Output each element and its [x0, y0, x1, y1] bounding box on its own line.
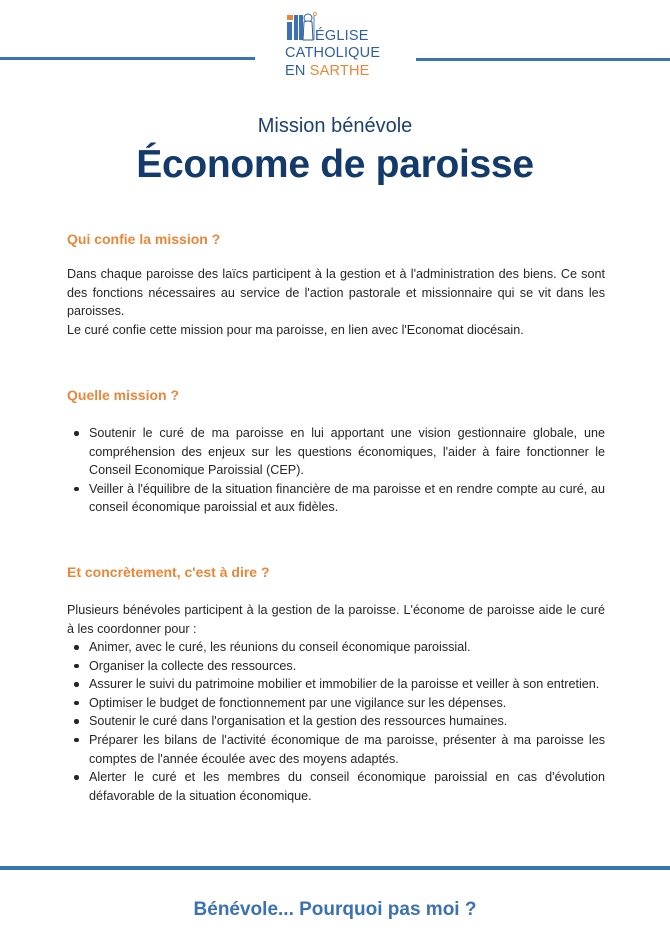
bullet-icon	[74, 431, 79, 436]
concrete-tasks-list	[67, 638, 605, 805]
paragraph: Dans chaque paroisse des laïcs participent à la gestion et à l'administration des biens. Ce sont des fonctions nécessaires au service de l'action pastorale et missionnaire qui se vit dans les paroisses.	[67, 267, 605, 319]
bullet-icon	[74, 738, 79, 743]
list-item: Soutenir le curé de ma paroisse en lui apportant une vision gestionnaire globale, une compréhension des enjeux sur les questions économiques, l'aider à faire fonctionner le Conseil Economique Paroissial (CEP).	[67, 424, 605, 480]
list-item: Animer, avec le curé, les réunions du conseil économique paroissial.	[67, 638, 605, 657]
header-rule-right	[416, 58, 670, 61]
logo-text-en-sarthe	[285, 63, 370, 79]
section-heading-mission: Quelle mission ?	[67, 387, 180, 403]
bullet-icon	[74, 701, 79, 706]
list-item: Veiller à l'équilibre de la situation financière de ma paroisse et en rendre compte au curé, au conseil économique paroissial et aux fidèles.	[67, 480, 605, 517]
header-rule-left	[0, 57, 255, 60]
bullet-icon	[74, 682, 79, 687]
footer-tagline: Bénévole... Pourquoi pas moi ?	[193, 899, 477, 920]
bullet-icon	[74, 664, 79, 669]
section-who-body	[67, 265, 605, 339]
bullet-icon	[74, 719, 79, 724]
logo-text-en: EN	[285, 63, 306, 79]
bullet-icon	[74, 487, 79, 492]
footer-rule	[0, 866, 670, 870]
list-item: Soutenir le curé dans l'organisation et la gestion des ressources humaines.	[67, 712, 605, 731]
paragraph: Plusieurs bénévoles participent à la gestion de la paroisse. L'économe de paroisse aide le curé à les coordonner pour :	[67, 603, 605, 636]
paragraph: Le curé confie cette mission pour ma paroisse, en lien avec l'Economat diocésain.	[67, 322, 524, 337]
list-item: Organiser la collecte des ressources.	[67, 657, 605, 676]
page-title: Économe de paroisse	[136, 143, 534, 186]
list-item: Assurer le suivi du patrimoine mobilier et immobilier de la paroisse et veiller à son entretien.	[67, 675, 605, 694]
list-item: Optimiser le budget de fonctionnement par une vigilance sur les dépenses.	[67, 694, 605, 713]
bullet-icon	[74, 775, 79, 780]
section-heading-who: Qui confie la mission ?	[67, 231, 221, 247]
section-heading-concretely: Et concrètement, c'est à dire ?	[67, 564, 270, 580]
bullet-icon	[74, 645, 79, 650]
logo	[285, 12, 385, 82]
page-subtitle: Mission bénévole	[257, 115, 413, 137]
logo-text-eglise: ÉGLISE	[315, 28, 369, 44]
logo-text-sarthe: SARTHE	[309, 63, 370, 79]
logo-text-catholique: CATHOLIQUE	[285, 45, 381, 61]
section-concretely-intro	[67, 601, 605, 638]
mission-list	[67, 424, 605, 517]
saint-figure-logo-icon	[287, 12, 317, 42]
list-item: Alerter le curé et les membres du conseil économique paroissial en cas d'évolution défavorable de la situation économique.	[67, 768, 605, 805]
list-item: Préparer les bilans de l'activité économique de ma paroisse, présenter à ma paroisse les comptes de l'année écoulée avec des moyens adaptés.	[67, 731, 605, 768]
